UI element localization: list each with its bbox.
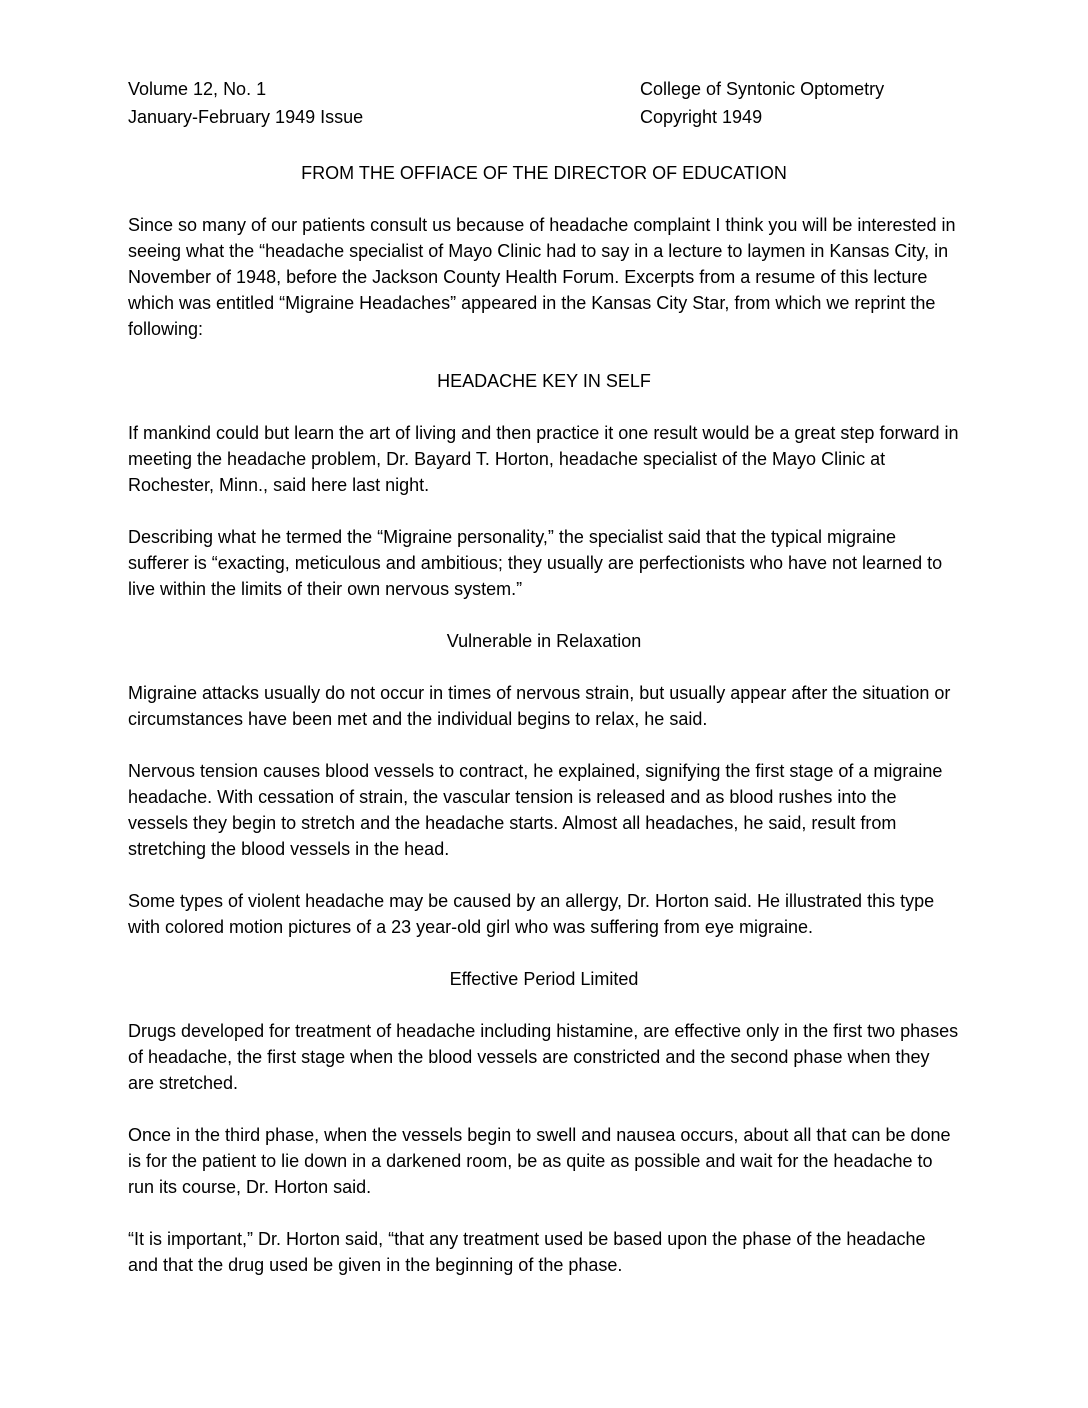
section-heading-headache-key-in-self: HEADACHE KEY IN SELF <box>437 371 651 391</box>
paragraph-nervous-tension: Nervous tension causes blood vessels to contract, he explained, signifying the first stage of a migraine headache. With cessation of strain, the vascular tension is released and as blood rushes into the vessels they begin to stretch and the headache starts. Almost all headaches, he said, result from stretching the blood vessels in the head. <box>128 761 943 859</box>
paragraph-drugs: Drugs developed for treatment of headache including histamine, are effective only in the first two phases of headache, the first stage when the blood vessels are constricted and the second phase when they are stretched. <box>128 1021 959 1093</box>
section-heading-vulnerable-in-relaxation: Vulnerable in Relaxation <box>446 631 642 651</box>
paragraph-third-phase: Once in the third phase, when the vessels begin to swell and nausea occurs, about all that can be done is for the patient to lie down in a darkened room, be as quite as possible and wait for the headache to run its course, Dr. Horton said. <box>128 1125 951 1197</box>
paragraph-mankind: If mankind could but learn the art of living and then practice it one result would be a great step forward in meeting the headache problem, Dr. Bayard T. Horton, headache specialist of the Mayo Clinic at Rochester, Minn., said here last night. <box>128 423 959 495</box>
copyright-line: Copyright 1949 <box>640 107 763 127</box>
document-header <box>128 76 960 132</box>
document-title: FROM THE OFFIACE OF THE DIRECTOR OF EDUCATION <box>301 163 787 183</box>
paragraph-it-is-important: “It is important,” Dr. Horton said, “that any treatment used be based upon the phase of the headache and that the drug used be given in the beginning of the phase. <box>128 1229 926 1275</box>
section-heading-effective-period-limited: Effective Period Limited <box>449 969 639 989</box>
issue-line: January-February 1949 Issue <box>128 107 364 127</box>
volume-line: Volume 12, No. 1 <box>128 79 267 99</box>
paragraph-intro: Since so many of our patients consult us because of headache complaint I think you will be interested in seeing what the “headache specialist of Mayo Clinic had to say in a lecture to laymen in Kansas City, in November of 1948, before the Jackson County Health Forum. Excerpts from a resume of this lecture which was entitled “Migraine Headaches” appeared in the Kansas City Star, from which we reprint the following: <box>128 215 956 339</box>
header-right-column <box>640 76 960 132</box>
header-left-column <box>128 76 640 132</box>
paragraph-migraine-personality: Describing what he termed the “Migraine personality,” the specialist said that the typical migraine sufferer is “exacting, meticulous and ambitious; they usually are perfectionists who have not learned to live within the limits of their own nervous system.” <box>128 527 943 599</box>
organization-line: College of Syntonic Optometry <box>640 79 885 99</box>
paragraph-migraine-attacks: Migraine attacks usually do not occur in times of nervous strain, but usually appear after the situation or circumstances have been met and the individual begins to relax, he said. <box>128 683 951 729</box>
paragraph-allergy: Some types of violent headache may be caused by an allergy, Dr. Horton said. He illustrated this type with colored motion pictures of a 23 year-old girl who was suffering from eye migraine. <box>128 891 935 937</box>
